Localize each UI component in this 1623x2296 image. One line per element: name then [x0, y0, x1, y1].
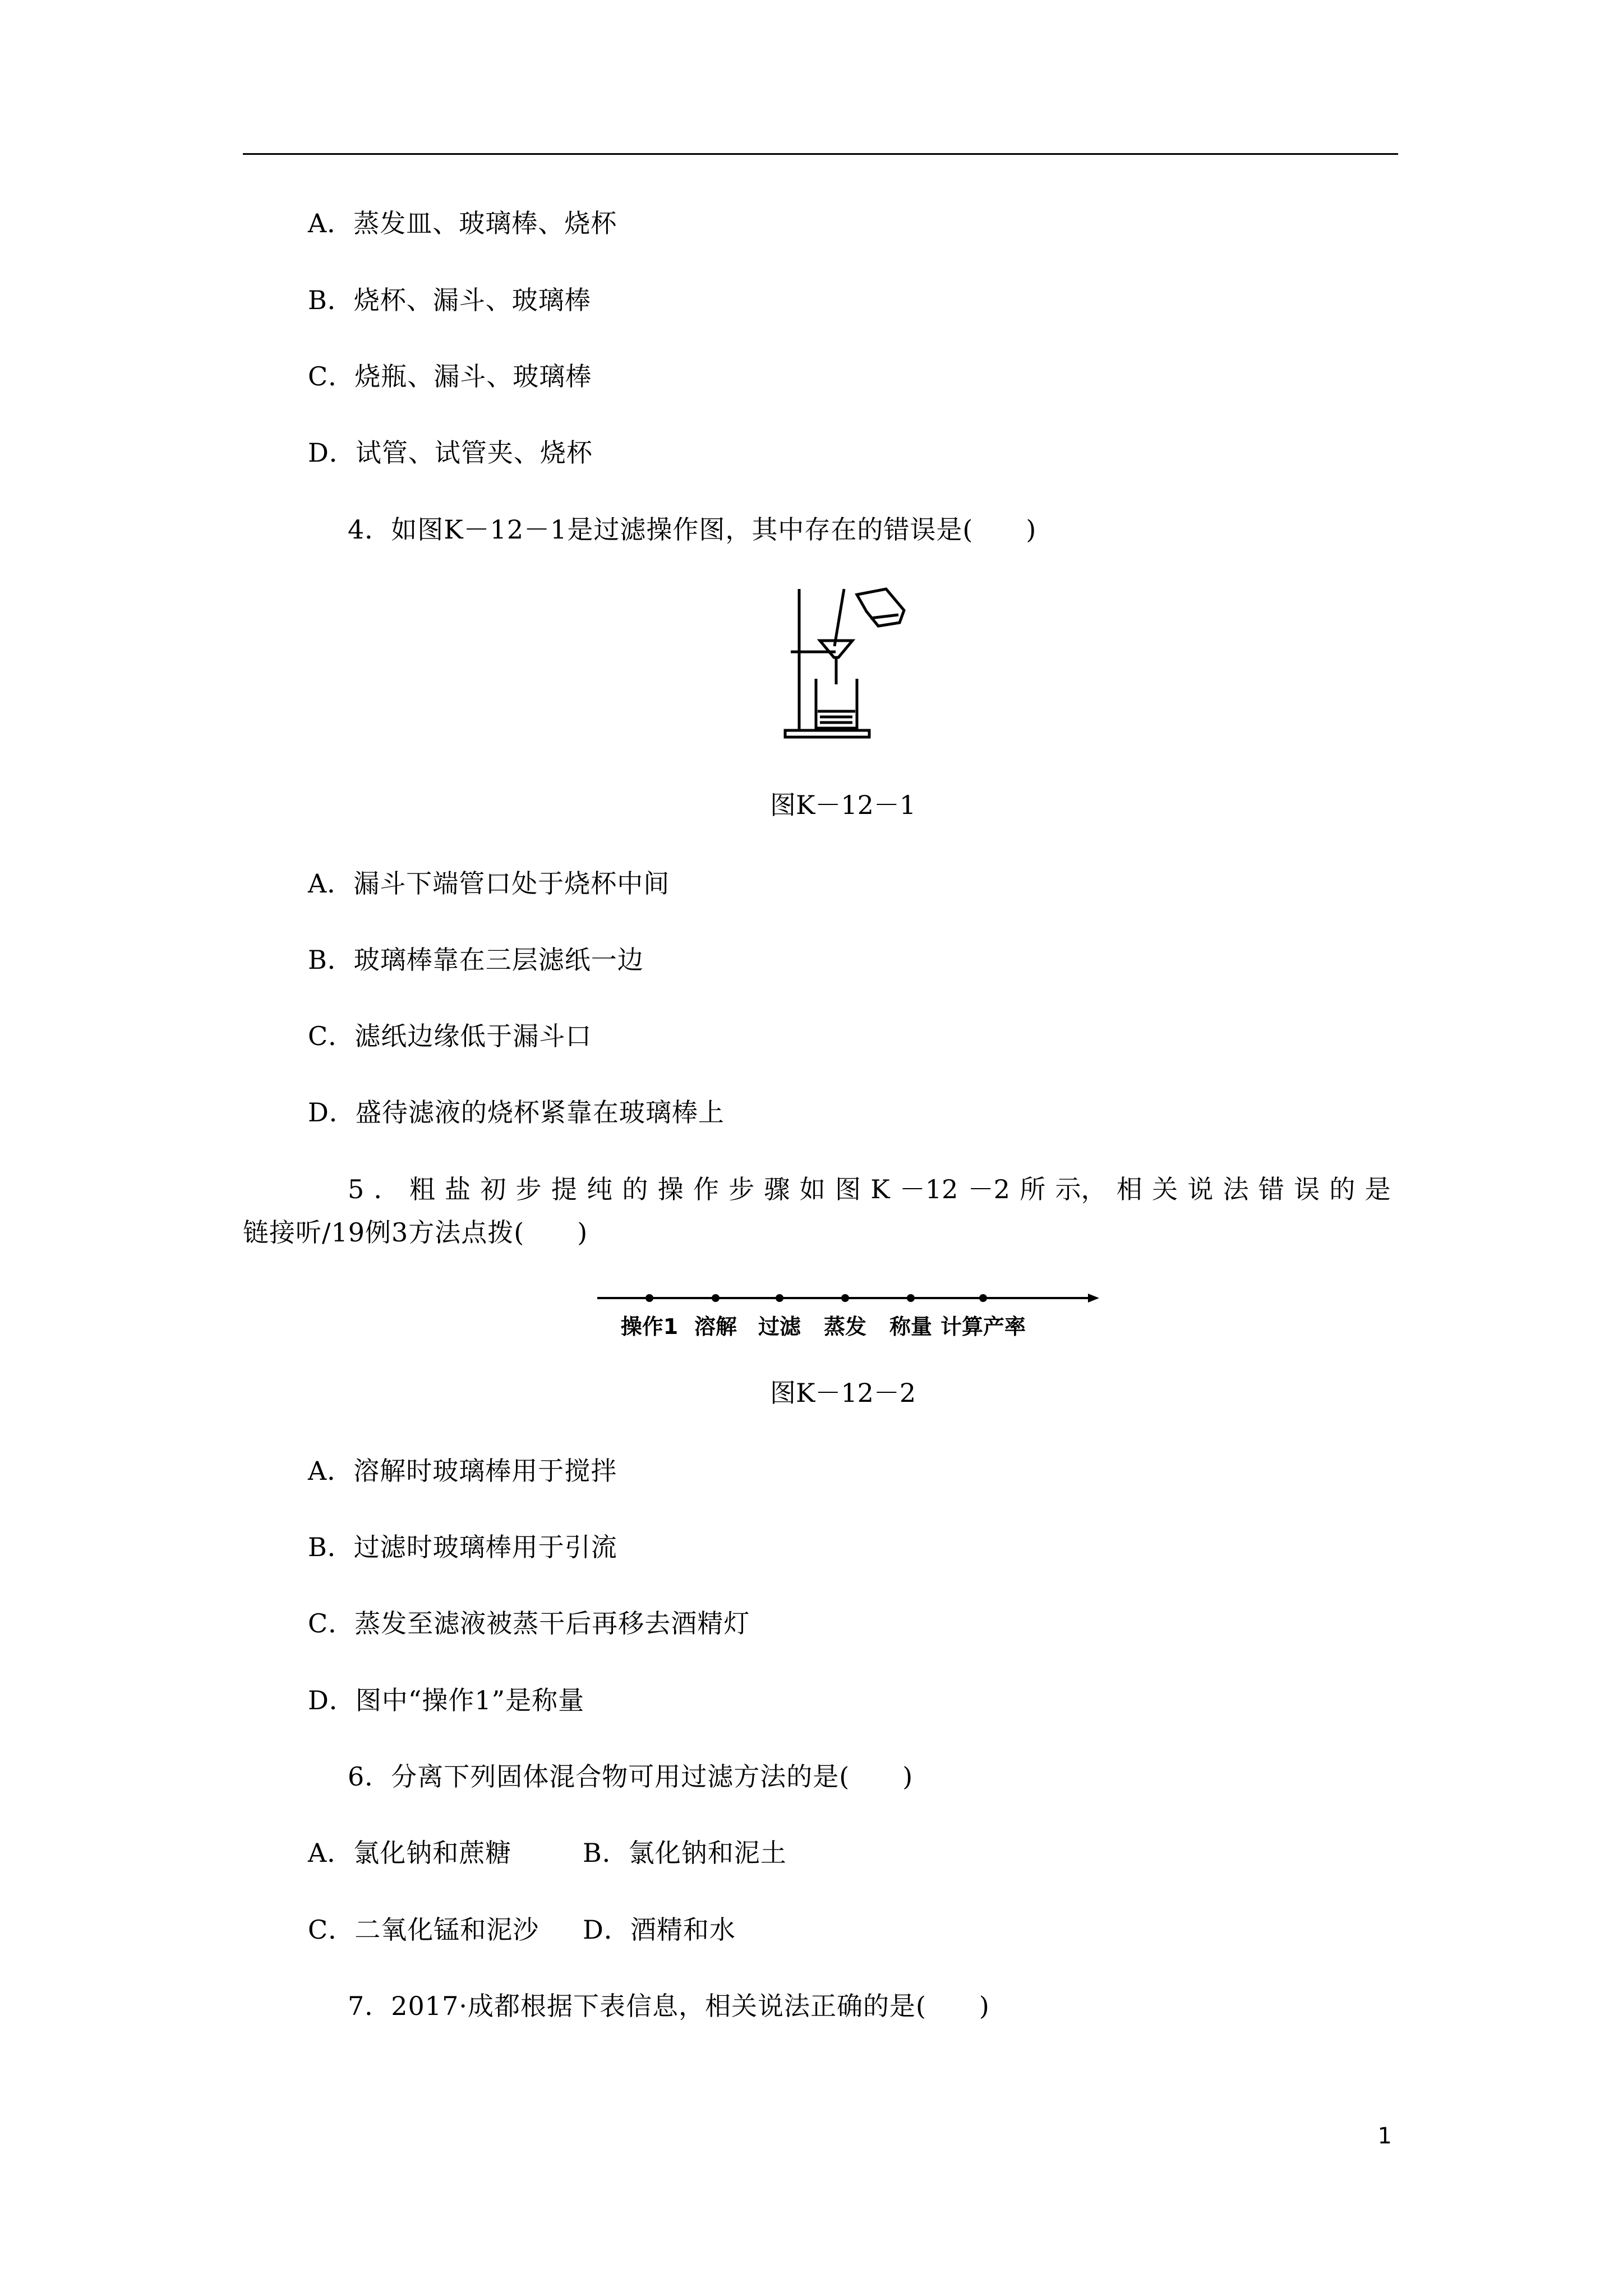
- q6-option-c: C．二氧化锰和泥沙: [308, 1915, 540, 1945]
- q4-option-b: B．玻璃棒靠在三层滤纸一边: [308, 945, 644, 975]
- q4-option-c: C．滤纸边缘低于漏斗口: [308, 1021, 592, 1051]
- filtration-apparatus-figure: [774, 583, 920, 752]
- q4-option-d: D．盛待滤液的烧杯紧靠在玻璃棒上: [308, 1097, 725, 1128]
- q5-figure-caption: 图K－12－2: [770, 1378, 916, 1408]
- step-label-3: 过滤: [758, 1314, 801, 1339]
- q6-option-d: D．酒精和水: [583, 1915, 736, 1945]
- q3-option-a: A．蒸发皿、玻璃棒、烧杯: [308, 208, 617, 238]
- header-rule: [243, 153, 1398, 155]
- q5-option-b: B．过滤时玻璃棒用于引流: [308, 1532, 617, 1562]
- q4-option-a: A．漏斗下端管口处于烧杯中间: [308, 868, 670, 899]
- q6-options-row2: [308, 1913, 736, 1947]
- q5-option-d: D．图中“操作1”是称量: [308, 1685, 585, 1715]
- q6-stem: 6．分离下列固体混合物可用过滤方法的是( ): [348, 1761, 914, 1792]
- q7-stem: 7．2017·成都根据下表信息，相关说法正确的是( ): [348, 1991, 990, 2021]
- step-label-2: 溶解: [694, 1314, 737, 1339]
- q3-option-b: B．烧杯、漏斗、玻璃棒: [308, 285, 591, 315]
- q5-option-a: A．溶解时玻璃棒用于搅拌: [308, 1456, 617, 1486]
- q3-option-c: C．烧瓶、漏斗、玻璃棒: [308, 361, 592, 392]
- q6-option-b: B．氯化钠和泥土: [583, 1838, 787, 1868]
- step-label-5: 称量: [889, 1314, 933, 1339]
- step-label-6: 计算产率: [940, 1314, 1026, 1339]
- step-label-1: 操作1: [620, 1314, 679, 1339]
- salt-purification-steps-figure: [594, 1282, 1099, 1344]
- q4-figure-caption: 图K－12－1: [770, 790, 916, 820]
- q6-option-a: A．氯化钠和蔗糖: [308, 1838, 512, 1868]
- q5-option-c: C．蒸发至滤液被蒸干后再移去酒精灯: [308, 1608, 750, 1639]
- q5-stem-line1: 5 ． 粗 盐 初 步 提 纯 的 操 作 步 骤 如 图 K －12 －2 所 示， 相 关 说 法 错 误 的 是: [348, 1174, 1391, 1204]
- q3-option-d: D．试管、试管夹、烧杯: [308, 438, 593, 468]
- q4-stem: 4．如图K－12－1是过滤操作图，其中存在的错误是( ): [348, 514, 1037, 545]
- q6-options-row1: [308, 1836, 787, 1870]
- step-label-4: 蒸发: [823, 1314, 867, 1339]
- page-number: 1: [1377, 2123, 1392, 2149]
- q5-stem-line2: 链接听/19例3方法点拨( ): [243, 1217, 588, 1248]
